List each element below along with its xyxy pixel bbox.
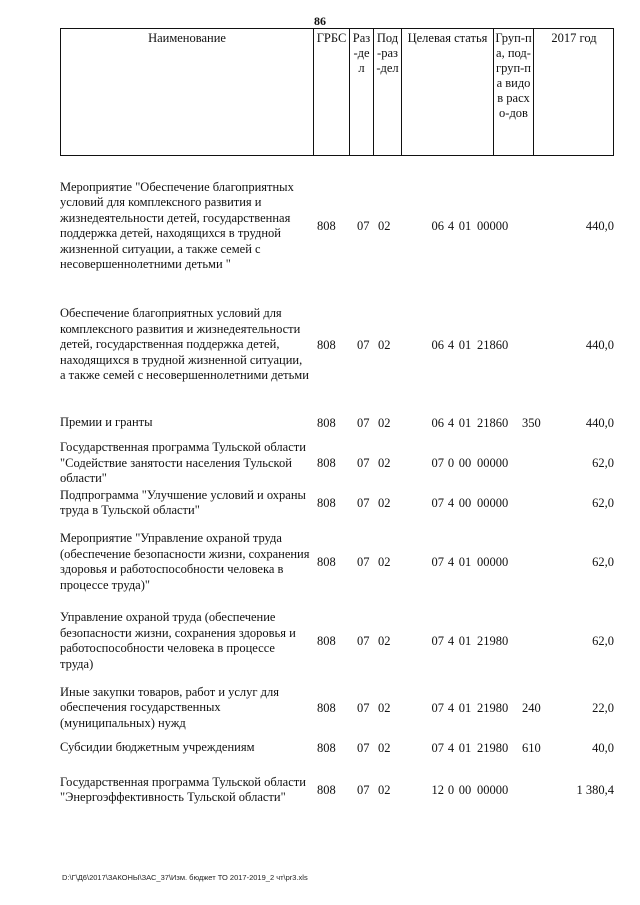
row-target-program: 07 [431, 495, 444, 510]
row-name: Премии и гранты [60, 415, 153, 430]
row-name: Подпрограмма "Улучшение условий и охраны труда в Тульской области" [60, 487, 306, 517]
row-podrazdel: 02 [378, 554, 391, 569]
header-grbs: ГРБС [314, 29, 350, 155]
row-podrazdel: 02 [378, 495, 391, 510]
table-row [60, 486, 614, 520]
row-target-subprogram: 4 [447, 495, 455, 510]
row-target-measure: 01 [458, 218, 472, 233]
table-row [60, 297, 614, 393]
row-grbs: 808 [317, 415, 336, 430]
row-podrazdel: 02 [378, 218, 391, 233]
row-expense-group: 610 [522, 740, 541, 755]
row-target-measure: 00 [458, 455, 472, 470]
row-target-direction: 00000 [477, 554, 509, 569]
row-target-direction: 00000 [477, 782, 509, 797]
header-podrazdel: Под-раз-дел [374, 29, 402, 155]
file-path-footer: D:\Г\Д6\2017\ЗАКОНЫ\ЗАС_37\Изм. бюджет ТО 2017-2019_2 чт\pr3.xls [62, 873, 308, 882]
row-target-direction: 21860 [477, 415, 509, 430]
row-target-program: 06 [431, 218, 444, 233]
row-target-subprogram: 4 [447, 337, 455, 352]
table-row [60, 178, 614, 274]
row-podrazdel: 02 [378, 782, 391, 797]
row-target-subprogram: 0 [447, 782, 455, 797]
row-amount-2017: 440,0 [585, 218, 614, 233]
row-amount-2017: 440,0 [585, 415, 614, 430]
row-amount-2017: 62,0 [592, 633, 614, 648]
header-razdel: Раз-дел [350, 29, 374, 155]
table-row [60, 530, 614, 594]
table-row [60, 412, 614, 434]
row-target-measure: 01 [458, 415, 472, 430]
row-grbs: 808 [317, 782, 336, 797]
row-target-subprogram: 4 [447, 554, 455, 569]
row-podrazdel: 02 [378, 700, 391, 715]
row-name: Иные закупки товаров, работ и услуг для обеспечения государственных (муниципальных) нужд [60, 684, 280, 730]
row-target-program: 07 [431, 700, 444, 715]
row-grbs: 808 [317, 554, 336, 569]
row-expense-group: 350 [522, 415, 541, 430]
row-target-subprogram: 4 [447, 218, 455, 233]
row-name: Государственная программа Тульской области "Содействие занятости населения Тульской области" [60, 440, 306, 485]
row-target-direction: 00000 [477, 218, 509, 233]
row-amount-2017: 62,0 [592, 495, 614, 510]
table-row [60, 610, 614, 672]
row-target-subprogram: 4 [447, 700, 455, 715]
row-target-program: 07 [431, 554, 444, 569]
header-group: Груп-па, под-груп-па видов расхо-дов [494, 29, 534, 155]
table-row [60, 737, 614, 759]
row-target-program: 12 [431, 782, 444, 797]
header-name: Наименование [61, 29, 314, 155]
row-target-measure: 01 [458, 554, 472, 569]
row-grbs: 808 [317, 337, 336, 352]
row-target-measure: 01 [458, 700, 472, 715]
row-grbs: 808 [317, 700, 336, 715]
row-amount-2017: 62,0 [592, 554, 614, 569]
row-expense-group: 240 [522, 700, 541, 715]
row-grbs: 808 [317, 740, 336, 755]
row-amount-2017: 40,0 [592, 740, 614, 755]
row-target-direction: 21860 [477, 337, 509, 352]
row-name: Мероприятие "Управление охраной труда (обеспечение безопасности жизни, сохранения здоровья и работоспособности человека в процессе труда)" [60, 531, 310, 592]
row-razdel: 07 [357, 633, 370, 648]
row-grbs: 808 [317, 218, 336, 233]
row-target-subprogram: 0 [447, 455, 455, 470]
row-razdel: 07 [357, 700, 370, 715]
row-razdel: 07 [357, 218, 370, 233]
row-target-direction: 21980 [477, 740, 509, 755]
row-amount-2017: 22,0 [592, 700, 614, 715]
row-target-measure: 01 [458, 633, 472, 648]
row-target-program: 07 [431, 633, 444, 648]
row-amount-2017: 62,0 [592, 455, 614, 470]
row-target-subprogram: 4 [447, 740, 455, 755]
row-target-subprogram: 4 [447, 633, 455, 648]
row-target-measure: 01 [458, 740, 472, 755]
row-razdel: 07 [357, 455, 370, 470]
table-row [60, 440, 614, 486]
row-grbs: 808 [317, 455, 336, 470]
row-target-direction: 21980 [477, 700, 509, 715]
row-target-measure: 00 [458, 495, 472, 510]
row-podrazdel: 02 [378, 415, 391, 430]
row-razdel: 07 [357, 554, 370, 569]
row-podrazdel: 02 [378, 740, 391, 755]
row-target-program: 07 [431, 740, 444, 755]
row-razdel: 07 [357, 782, 370, 797]
header-target: Целевая статья [402, 29, 494, 155]
table-header [60, 28, 614, 156]
row-podrazdel: 02 [378, 337, 391, 352]
row-grbs: 808 [317, 495, 336, 510]
row-podrazdel: 02 [378, 633, 391, 648]
row-target-direction: 00000 [477, 495, 509, 510]
row-amount-2017: 440,0 [585, 337, 614, 352]
row-name: Обеспечение благоприятных условий для комплексного развития и жизнедеятельности детей, государственная поддержка детей, находящихся в трудной жизненной ситуации, а также семей с несовершеннолетними детьми [60, 306, 309, 383]
row-target-measure: 00 [458, 782, 472, 797]
row-name: Управление охраной труда (обеспечение безопасности жизни, сохранения здоровья и работоспособности человека в процессе труда) [60, 610, 296, 671]
row-razdel: 07 [357, 495, 370, 510]
row-amount-2017: 1 380,4 [576, 782, 614, 797]
row-podrazdel: 02 [378, 455, 391, 470]
header-year: 2017 год [551, 31, 597, 45]
row-name: Субсидии бюджетным учреждениям [60, 740, 255, 755]
row-target-subprogram: 4 [447, 415, 455, 430]
row-razdel: 07 [357, 740, 370, 755]
row-target-program: 07 [431, 455, 444, 470]
page-number: 86 [314, 14, 326, 28]
row-razdel: 07 [357, 337, 370, 352]
row-name: Государственная программа Тульской области "Энергоэффективность Тульской области" [60, 774, 306, 804]
row-razdel: 07 [357, 415, 370, 430]
table-row [60, 766, 614, 814]
table-row [60, 684, 614, 732]
row-name: Мероприятие "Обеспечение благоприятных условий для комплексного развития и жизнедеятельности детей, государственная поддержка детей, находящихся в трудной жизненной ситуации, а также семей с несовершеннолетними детьми " [60, 179, 294, 271]
row-target-direction: 21980 [477, 633, 509, 648]
row-grbs: 808 [317, 633, 336, 648]
row-target-measure: 01 [458, 337, 472, 352]
row-target-direction: 00000 [477, 455, 509, 470]
row-target-program: 06 [431, 337, 444, 352]
row-target-program: 06 [431, 415, 444, 430]
